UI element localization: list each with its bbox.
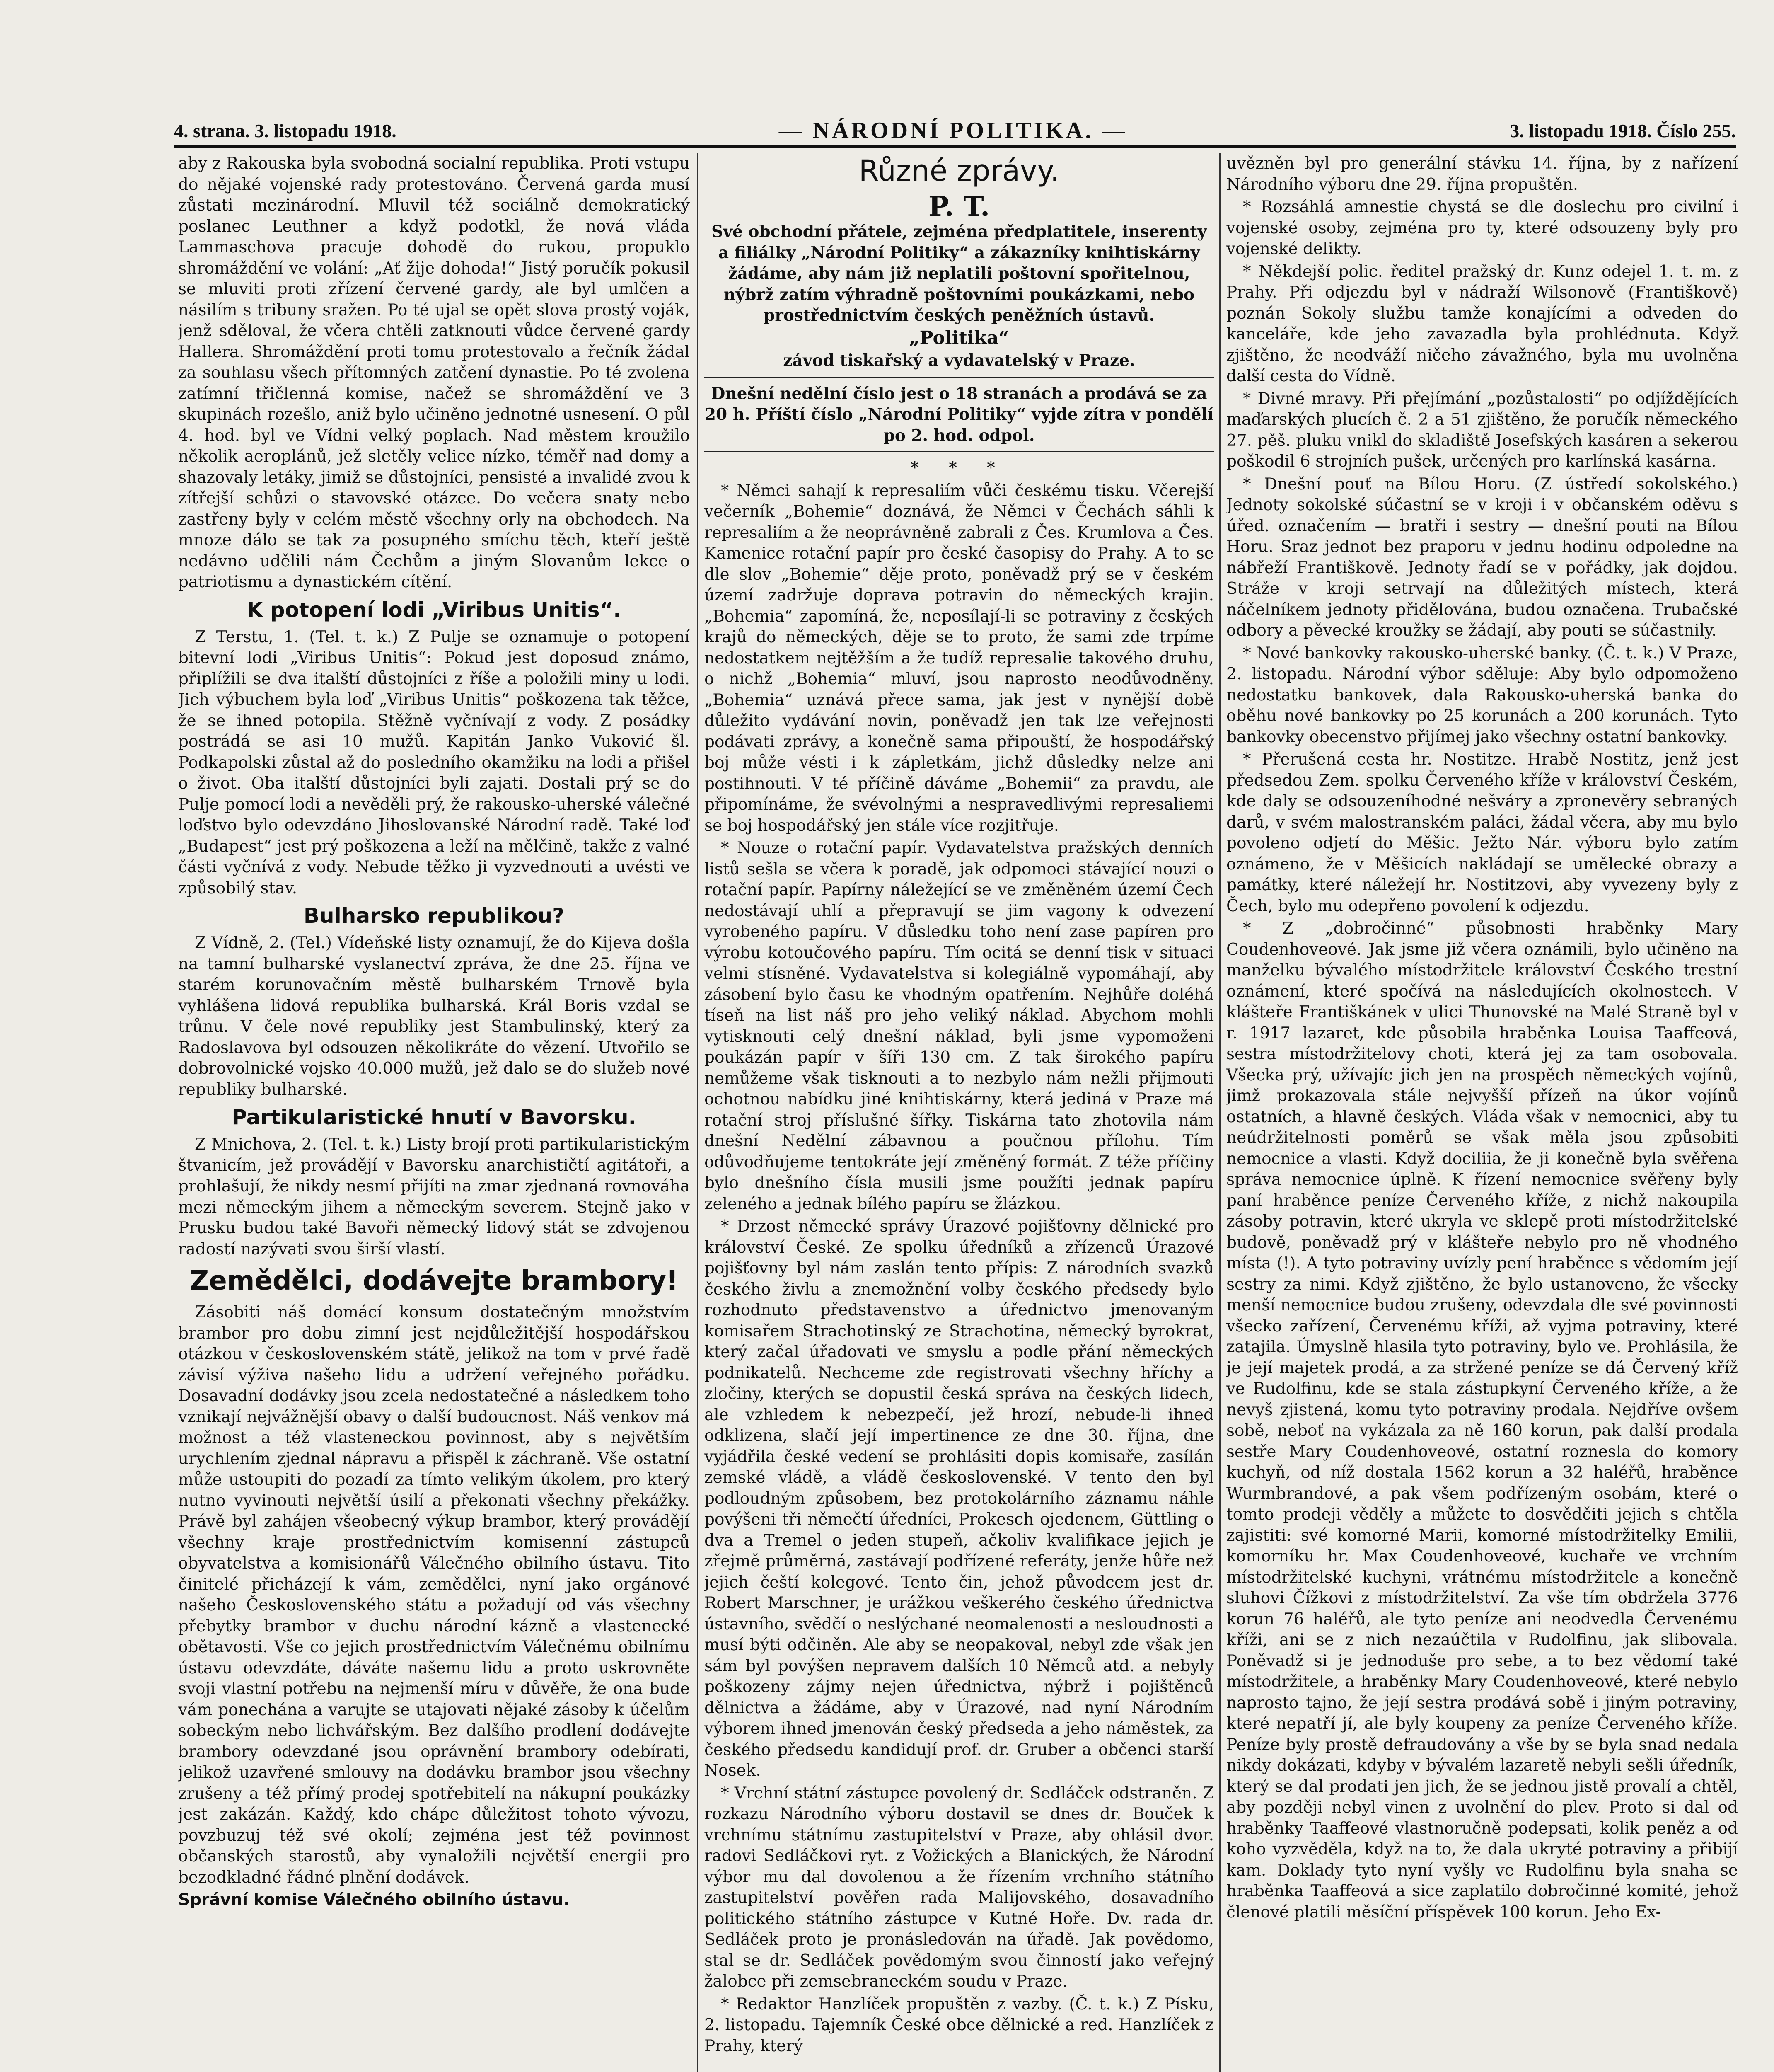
date-issue-number: 3. listopadu 1918. Číslo 255. <box>1510 120 1736 141</box>
headline-bavorsko: Partikularistické hnutí v Bavorsku. <box>232 1105 636 1129</box>
notice-salutation: P. T. <box>928 190 990 223</box>
headline-brambory: Zemědělci, dodávejte brambory! <box>189 1266 679 1296</box>
headline-bulharsko: Bulharsko republikou? <box>303 904 565 928</box>
column-right <box>1226 153 1738 2072</box>
column-rule-left <box>697 153 698 2072</box>
signature-line: Správní komise Válečného obilního ústavu. <box>178 1890 570 1909</box>
section-title: Různé zprávy. <box>858 154 1060 188</box>
notice-payment: Své obchodní přátele, zejména předplatitele, inserenty a filiálky „Národní Politiky“ a zákazníky knihtiskárny žádáme, aby nám již neplatili poštovní spořitelnou, nýbrž zatím výhradně poštovními poukázkami, nebo prostřednictvím českých peněžních ústavů. <box>711 222 1207 325</box>
news-hanzlicek: * Redaktor Hanzlíček propuštěn z vazby. (Č. t. k.) Z Písku, 2. listopadu. Tajemník České obce dělnické a red. Hanzlíček z Prahy, který <box>704 1995 1214 2055</box>
news-coudenhove: * Z „dobročinné“ působnosti hraběnky Mary Coudenhoveové. Jak jsme již včera oznámili, bylo učiněno na manželku bývalého místodržitele království Českého trestní oznámení, které spočívá na následujících okolnostech. V klášteře Františkánek v ulici Thunovské na Malé Straně byl v r. 1917 lazaret, kde působila hraběnka Louisa Taaffeová, sestra místodržitelovy choti, která jej za tam osobovala. Všecka prý, užívajíc jich jen na prospěch německých vojínů, jimž prokazovala stále nejvyšší přízeň na úkor vojínů ostatních, a hlavně českých. Vláda však v nemocnici, aby tu neúdržitelnosti poměrů se však měla jsou způsobiti nemocnice a vlasti. Když dociliia, že ji konečně byla svěřena správa nemocnice úplně. K řízení nemocnice svěřeny byly paní hraběnce peníze Červeného kříže, z nichž nakoupila zásoby potravin, které ukryla ve sklepě proti místodržitelské budově, poněvadž prý v klášteře nebylo pro ně vhodného místa (!). A tyto potraviny uvízly pení hraběnce s vědomím její sestry za nimi. Když zjištěno, že bylo ustanoveno, že všecky menší nemocnice budou zrušeny, odevzdala dle své povinnosti všecko zařízení, Červenému kříži, až vyjma potraviny, které zatajila. Úmyslně hlasila tyto potraviny, bylo ve. Prohlásila, že je její majetek prodá, a za stržené peníze se dá Červený kříž ve Rudolfinu, kde se stala zástupkyní Červeného kříže, a že nevyš zjistená, komu tyto potraviny prodala. Nejdříve ovšem sobě, neboť na vykázala za ně 160 korun, pak další prodala sestře Mary Coudenhoveové, ostatní roznesla do komory kuchyň, od níž dostala 1562 korun a 32 haléřů, hraběnce Wurmbrandové, a pak všem podřízeným osobám, které o tomto prodeji věděly a můžete to dosvědčiti jejich s chtěla zajistiti: své komorné Marii, komorné místodržitelky Emilii, komorníku hr. Max Coudenhoveové, kuchaře ve vrchním místodržitelské kuchyni, vrátnému místodržitele a konečně sluhovi Čížkovi z místodržitelství. Za vše tím obdržela 3776 korun 76 haléřů, ale tyto peníze ani neodvedla Červenému kříži, ani se z nich nezaúčtila v Rudolfinu, jak slibovala. Poněvadž si je jednoduše pro sebe, a to bez vědomí také místodržitele, a hraběnky Mary Coudenhoveové, které nebylo naprosto tajno, že její sestra prodává sobě i jiným potraviny, které nepatří jí, ale byly koupeny za peníze Červeného kříže. Peníze byly prostě defraudovány a vše by se byla snad nedala nikdy dokázati, kdyby v bývalém lazaretě nebyli sešli úředník, který se dal prodati jen jich, že se jednou jistě provalí a chtěl, aby později nebyl vinen z uvolnění do plev. Proto si dal od hraběnky Taaffeové vlastnoručně podepsati, kolik peněz a od koho vyzvěděla, když na to, že dala ukryté potraviny a přibijí kam. Doklady tyto nyní vyšly ve Rudolfinu byla snaha se hraběnka Taaffeová a sice zaplatilo dobročinné komité, jehož členové platili měsíční příspěvek 100 korun. Jeho Ex- <box>1226 919 1738 1922</box>
column-rule-right <box>1219 153 1221 2072</box>
news-urazova-pojistovna: * Drzost německé správy Úrazové pojišťovny dělnické pro království České. Ze spolku úředníků a zřízenců Úrazové pojišťovny byl nám zaslán tento přípis: Z národních svazků českého živlu a znemožnění volby českého předsedy bylo rozhodnuto představenstvo a úřednictvo jmenovaným komisařem Strachotinský ze Strachotina, německý byrokrat, který začal úřadovati ve smyslu a podle přání německých podnikatelů. Nechceme zde registrovati všechny hříchy a zločiny, kterých se dopustil česká správa na českých lidech, ale vzhledem k nebezpečí, jež hrozí, nebude-li ihned odklizena, slačí její impertinence ze dne 30. října, dne vyjádřila české vedení se prohlásiti dopis komisaře, zasílán zemské vládě, a vládě československé. V tento den byl podloudným způsobem, bez protokolárního záznamu náhle povýšeni tři němečtí úředníci, Prokesch ojedenem, Güttling o dva a Tremel o jeden stupeň, ačkoliv kvalifikace jejich je zřejmě průměrná, zastávají podřízené referáty, jenže hůře než jejich čeští kolegové. Tento čin, jehož původcem jest dr. Robert Marschner, je urážkou veškerého českého úřednictva ústavního, svědčí o neslýchané neomalenosti a nesloudnosti a musí býti odčiněn. Ale aby se neopakoval, nebyl zde však jen sám byl povýšen nepravem dalších 10 Němců atd. a nebyly poškozeny zájmy nejen úřednictva, nýbrž i pojištěnců dělnictva a žádáme, aby v Úrazové, nad nyní Národním výborem ihned jmenován český předseda a jeho náměstek, za českého předsedu kandidují prof. dr. Gruber a občenci starší Nosek. <box>704 1217 1214 1780</box>
column-left <box>178 153 690 2072</box>
news-kunz: * Někdejší polic. ředitel pražský dr. Kunz odejel 1. t. m. z Prahy. Při odjezdu byl v nádraží Wilsonově (Františkově) poznán Sokoly službu tamže konajícími a odveden do kanceláře, kde jeho zavazadla byla prohlédnuta. Když zjištěno, že neodváží ničeho závažného, byla mu uvolněna další cesta do Vídně. <box>1226 262 1738 385</box>
article-bavorsko: Z Mnichova, 2. (Tel. t. k.) Listy brojí proti partikularistickým štvanicím, jež provádějí v Bavorsku anarchističtí agitátoři, a prohlašují, že nikdy nesmí přijíti na zmar zjednaná rovnováha mezi německým jihem a německým severem. Stejně jako v Prusku budou také Bavoři německý lidový stát se zdvojenou radostí nazývati svou širší vlastí. <box>178 1135 690 1259</box>
headline-viribus-unitis: K potopení lodi „Viribus Unitis“. <box>247 598 621 622</box>
separator-stars: * * * <box>911 459 1008 477</box>
page-number-date: 4. strana. 3. listopadu 1918. <box>174 120 396 141</box>
news-continuation: uvězněn byl pro generální stávku 14. října, by z nařízení Národního výboru dne 29. října propuštěn. <box>1226 154 1738 194</box>
article-continuation: aby z Rakouska byla svobodná socialní republika. Proti vstupu do nějaké vojenské rady protestováno. Červená garda musí zůstati mezinárodní. Mluvil též sociálně demokratický poslanec Leuthner a když podotkl, že nová vláda Lammaschova pracuje dohodě do rukou, propuklo shromáždění ve volání: „Ať žije dohoda!“ Jistý poručík pokusil se mluviti proti zřízení červené gardy, ale byl umlčen a násilím s tribuny sražen. Po té ujal se opět slova prostý voják, jenž sděloval, že včera chtěli zatknouti vůdce červené gardy Hallera. Shromáždění proti tomu protestovalo a řečník žádal za souhlasu všech přítomných zatčení dynastie. Po té zvolena zatímní třičlenná komise, načež se shromáždění ve 3 skupinách rozešlo, aniž bylo učiněno jednotné usnesení. O půl 4. hod. byl ve Vídni velký poplach. Nad městem kroužilo několik aeroplánů, jež sletěly velice nízko, téměř nad domy a shazovaly letáky, jimiž se důstojníci, pensisté a invalidé zvou k zítřejší schůzi o stavovské otázce. Do večera snaty nebo zastřeny byly v celém městě všechny orly na obchodech. Na mnoze dálo se tak za posupného smíchu těch, kteří ještě nedávno udělili nám Čechům a jiným Slovanům lekce o patriotismu a dynastickém cítění. <box>178 154 690 591</box>
news-bila-hora: * Dnešní pouť na Bílou Horu. (Z ústředí sokolského.) Jednoty sokolské súčastní se v kroji i v občanském oděvu s úřed. označením — bratři i sestry — dnešní pouti na Bílou Horu. Sraz jednot bez praporu v jednu hodinu odpoledne na nábřeží Františkově. Jednoty řadí se v pořádky, jak dojdou. Stráže v kroji setrvají na důležitých místech, která náčelníkem jednoty přidělována, budou označena. Trubačské odbory a pěvecké kroužky se žádají, aby pouti se súčastnily. <box>1226 474 1738 640</box>
notice-sunday-issue: Dnešní nedělní číslo jest o 18 stranách a prodává se za 20 h. Příští číslo „Národní Politiky“ vyjde zítra v pondělí po 2. hod. odpol. <box>704 377 1214 453</box>
firm-description: závod tiskařský a vydavatelský v Praze. <box>783 351 1135 370</box>
news-bankovky: * Nové bankovky rakousko-uherské banky. (Č. t. k.) V Praze, 2. listopadu. Národní výbor sděluje: Aby bylo odpomoženo nedostatku bankovek, dala Rakousko-uherská banka do oběhu nové bankovky po 25 korunách a 200 korunách. Tyto bankovky obecenstvo přijímej jako všechny ostatní bankovky. <box>1226 644 1738 746</box>
article-viribus-unitis: Z Terstu, 1. (Tel. t. k.) Z Pulje se oznamuje o potopení bitevní lodi „Viribus Unitis“: Pokud jest doposud známo, připlížili se dva italští důstojníci z říše a položili miny u lodi. Jich výbuchem byla loď „Viribus Unitis“ poškozena tak těžce, že se ihned potopila. Stěžně vyčnívají z vody. Z posádky postrádá se asi 10 mužů. Kapitán Janko Vuković šl. Podkapolski zůstal až do posledního okamžiku na lodi a přišel o život. Oba italští důstojníci byli zajati. Dostali prý se do Pulje pomocí lodi a nevěděli prý, že rakousko-uherské válečné loďstvo bylo odevzdáno Jihoslovanské Národní radě. Také loď „Budapest“ jest prý poškozena a leží na mělčině, takže z valné části vyčnívá z vody. Nebude těžko ji vyzvednouti a uvésti ve způsobilý stav. <box>178 627 690 898</box>
page-header <box>174 116 1736 148</box>
appeal-brambory: Zásobiti náš domácí konsum dostatečným množstvím brambor pro dobu zimní jest nejdůležitější hospodářskou otázkou v československém státě, jelikož na tom v prvé řadě závisí výživa našeho lidu a udržení veřejného pořádku. Dosavadní dodávky jsou zcela nedostatečné a následkem toho vznikají nejvážnější obavy o další budoucnost. Náš venkov má možnost a též vlasteneckou povinnost, aby s největším urychlením zjednal nápravu a přispěl k záchraně. Vše ostatní může ustoupiti do pozadí za tímto velikým úkolem, pro který nutno vyvinouti největší úsilí a překonati všechny překážky. Právě byl zahájen všeobecný výkup brambor, který provádějí všechny kraje prostřednictvím komisenní zástupců obyvatelstva a komisionářů Válečného obilního ústavu. Tito činitelé přicházejí k vám, zemědělci, nyní jako orgánové našeho Československého státu a požadují od vás všechny přebytky brambor v duchu národní kázně a vlastenecké obětavosti. Vše co jejich prostřednictvím Válečnému obilnímu ústavu odevzdáte, dáváte našemu lidu a proto uskrovněte svoji vlastní potřebu na nejmenší míru v důvěře, že ona bude vám ponechána a varujte se utajovati nějaké zásoby k účelům sobeckým nebo lichvářským. Bez dalšího prodlení dodávejte brambory odevzdané jsou oprávnění brambory odebírati, jelikož uzavřené smlouvy na dodávku brambor jsou všechny zrušeny a též přímý prodej spotřebitelí na nákupní poukázky jest zakázán. Každý, kdo chápe důležitost tohoto vývozu, povzbuzuj též své okolí; zejména jest též povinnost občanských starostů, aby vynaložili největší energii pro bezodkladné řádné plnění dodávek. <box>178 1303 690 1887</box>
firm-name: „Politika“ <box>909 327 1009 349</box>
news-nostitz: * Přerušená cesta hr. Nostitze. Hrabě Nostitz, jenž jest předsedou Zem. spolku Červeného kříže v království Českém, kde daly se odsouzeníhodné nešváry a zpronevěry sebraných darů, v svém malostranském paláci, žádal včera, aby mu bylo povoleno odjetí do Měšic. Ježto Nár. výboru bylo zatím oznámeno, že v Měšicích nakládají se umělecké obrazy a památky, které náležejí hr. Nostitzovi, aby vyvezeny byly z Čech, bylo mu odepřeno povolení k odjezdu. <box>1226 750 1738 915</box>
column-middle <box>704 153 1214 2072</box>
news-sedlacek: * Vrchní státní zástupce povolený dr. Sedláček odstraněn. Z rozkazu Národního výboru dostavil se dnes dr. Bouček k vrchnímu státnímu zastupitelství v Praze, aby ohlásil dvor. radovi Sedláčkovi ryt. z Vožických a Blanických, že Národní výbor mu dal dovolenou a že řízením vrchního státního zastupitelství pověřen rada Malijovského, dosavadního politického státního zástupce v Kutné Hoře. Dv. rada dr. Sedláček proto je pronásledován na úřadě. Jak povědomo, stal se dr. Sedláček povědomým svou činností jako veřejný žalobce při zemsebraneckém soudu v Praze. <box>704 1784 1214 1991</box>
news-amnestie: * Rozsáhlá amnestie chystá se dle doslechu pro civilní i vojenské osoby, zejména pro ty, které odsouzeny byly pro vojenské delikty. <box>1226 198 1738 258</box>
news-represalie: * Němci sahají k represaliím vůči českému tisku. Včerejší večerník „Bohemie“ doznává, že Němci v Čechách sáhli k represaliím a že neoprávněně zabrali z Čes. Krumlova a Čes. Kamenice rotační papír pro české časopisy do Prahy. A to se dle slov „Bohemie“ děje proto, poněvadž prý se v českém území zadržuje doprava potravin do německých krajin. „Bohemia“ zapomíná, že, neposílají-li se potraviny z českých krajů do německých, děje se to proto, že sami zde trpíme nedostatkem nejtěžším a že tudíž represalie takového druhu, o nichž „Bohemia“ mluví, jsou naprosto neodůvodněny. „Bohemia“ uznává přece sama, jak jest v nynější době důležito vydávání novin, poněvadž jen tak lze veřejnosti podávati zprávy, a konečně sama připouští, že hospodářský boj může vésti i k zápletkám, jichž důsledky nelze ani postihnouti. V té příčině dáváme „Bohemii“ za pravdu, ale připomínáme, že svévolnými a nespravedlivými represaliemi se boj hospodářský jen stále více rozjitřuje. <box>704 481 1214 835</box>
masthead-title: — NÁRODNÍ POLITIKA. — <box>778 118 1128 143</box>
news-divne-mravy: * Divné mravy. Při přejímání „pozůstalosti“ po odjíždějících maďarských plucích č. 2 a 51 zjištěno, že poručík německého 27. pěš. pluku vnikl do skladiště Josefských kasáren a sekerou poškodil 6 strojních pušek, určených pro karlínská kasárna. <box>1226 389 1738 471</box>
article-bulharsko: Z Vídně, 2. (Tel.) Vídeňské listy oznamují, že do Kijeva došla na tamní bulharské vyslanectví zpráva, že dne 25. října ve starém korunovačním městě bulharském Trnově byla vyhlášena lidová republika bulharská. Král Boris vzdal se trůnu. V čele nové republiky jest Stambulinský, který za Radoslavova byl odsouzen několikráte do vězení. Utvořilo se dobrovolnické vojsko 40.000 mužů, jež dalo se do služeb nové republiky bulharské. <box>178 934 690 1099</box>
news-rotacni-papir: * Nouze o rotační papír. Vydavatelstva pražských denních listů sešla se včera k poradě, jak odpomoci stávající nouzi o rotační papír. Papírny náležející se ve změněném území Čech nedostávají uhlí a přepravují se jim vagony k odvezení vyrobeného papíru. V důsledku toho není zase papíren pro výrobu kotoučového papíru. Tím ocitá se denní tisk v situaci velmi stísněné. Vydavatelstva si kolegiálně vypomáhají, aby zásobení bylo času ke vhodným opatřením. Nejhůře doléhá tíseň na list náš pro jeho veliký náklad. Abychom mohli vytisknouti celý dnešní náklad, byli jsme vypomoženi poukázán papír v šíři 130 cm. Z tak širokého papíru nemůžeme však tisknouti a to nezbylo nám nežli přijmouti ochotnou nabídku jiné knihtiskárny, která jediná v Praze má rotační stroj příslušné šířky. Tiskárna tato zhotovila nám dnešní Nedělní zábavnou a poučnou přílohu. Tím odůvodňujeme tentokráte její změněný formát. Z téže příčiny bylo dnešního čísla musili jsme použíti jednak papíru zeleného a jednak bílého papíru se žlázkou. <box>704 839 1214 1213</box>
